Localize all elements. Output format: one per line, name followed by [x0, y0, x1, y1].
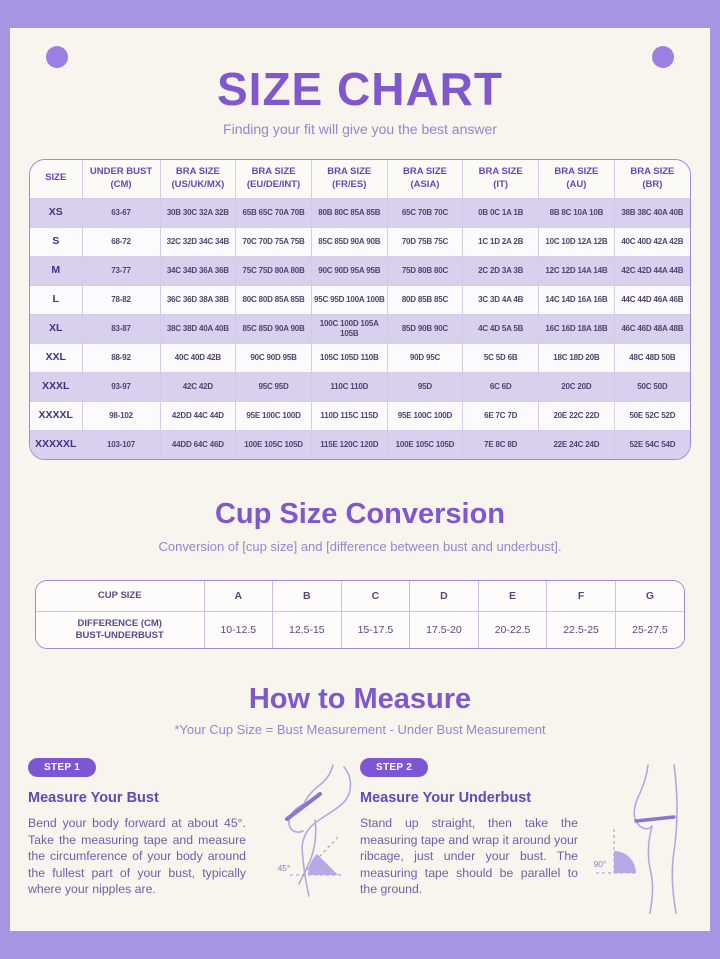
size-value-cell: 12C 12D 14A 14B [539, 256, 615, 285]
size-value-cell: 83-87 [82, 314, 160, 343]
step-2-text: Stand up straight, then take the measuring tape and wrap it around your ribcage, just under your bust. The measuring tape should be parallel to the ground. [360, 816, 578, 897]
size-table-row [30, 285, 690, 314]
cup-letter-cell: B [273, 581, 342, 611]
size-value-cell: 4C 4D 5A 5B [463, 314, 539, 343]
size-value-cell: 48C 48D 50B [614, 343, 690, 372]
measure-steps [10, 757, 710, 915]
angle-45-label: 45° [277, 863, 291, 874]
cup-size-table-container [35, 580, 685, 649]
cup-size-header-row [36, 581, 684, 611]
size-value-cell: 38C 38D 40A 40B [160, 314, 236, 343]
column-header: UNDER BUST (CM) [82, 160, 160, 198]
angle-wedge-icon [308, 854, 338, 875]
size-value-cell: 70C 70D 75A 75B [236, 227, 312, 256]
column-header: BRA SIZE (IT) [463, 160, 539, 198]
size-value-cell: 95C 95D [236, 372, 312, 401]
cup-section-title: Cup Size Conversion [214, 498, 506, 531]
size-value-cell: 6E 7C 7D [463, 401, 539, 430]
column-header: BRA SIZE (BR) [614, 160, 690, 198]
difference-value-cell: 12.5-15 [273, 611, 342, 648]
size-chart-table [30, 160, 690, 459]
cup-letter-cell: D [410, 581, 479, 611]
size-value-cell: 22E 24C 24D [539, 430, 615, 459]
size-table-row [30, 372, 690, 401]
size-label-cell: XXXXXL [30, 430, 82, 459]
measuring-tape-icon [287, 794, 320, 819]
step-1-block [28, 757, 360, 915]
measure-section-title: How to Measure [248, 683, 472, 716]
column-header: BRA SIZE (AU) [539, 160, 615, 198]
measuring-tape-icon [636, 817, 674, 821]
size-value-cell: 80C 80D 85A 85B [236, 285, 312, 314]
column-header: BRA SIZE (US/UK/MX) [160, 160, 236, 198]
size-value-cell: 10C 10D 12A 12B [539, 227, 615, 256]
size-value-cell: 0B 0C 1A 1B [463, 198, 539, 227]
step-2-badge: STEP 2 [360, 758, 428, 777]
size-chart-table-container [29, 159, 691, 460]
column-header: BRA SIZE (FR/ES) [311, 160, 387, 198]
cup-letter-cell: G [615, 581, 684, 611]
difference-value-cell: 10-12.5 [204, 611, 273, 648]
column-header: BRA SIZE (EU/DE/INT) [236, 160, 312, 198]
size-value-cell: 44C 44D 46A 46B [614, 285, 690, 314]
size-value-cell: 80B 80C 85A 85B [311, 198, 387, 227]
size-value-cell: 65C 70B 70C [387, 198, 463, 227]
size-value-cell: 2C 2D 3A 3B [463, 256, 539, 285]
size-table-row [30, 314, 690, 343]
step-1-badge: STEP 1 [28, 758, 96, 777]
size-value-cell: 95E 100C 100D [236, 401, 312, 430]
size-value-cell: 1C 1D 2A 2B [463, 227, 539, 256]
difference-label-cell: DIFFERENCE (CM) BUST-UNDERBUST [36, 611, 204, 648]
size-value-cell: 100C 100D 105A 105B [311, 314, 387, 343]
measure-section-subtitle: *Your Cup Size = Bust Measurement - Under Bust Measurement [174, 722, 546, 738]
size-label-cell: XS [30, 198, 82, 227]
step-2-heading: Measure Your Underbust [360, 790, 532, 807]
size-value-cell: 85C 85D 90A 90B [236, 314, 312, 343]
bust-measure-figure [256, 763, 364, 915]
size-value-cell: 36C 36D 38A 38B [160, 285, 236, 314]
size-value-cell: 80D 85B 85C [387, 285, 463, 314]
difference-value-cell: 15-17.5 [341, 611, 410, 648]
decor-dot-right-icon [652, 46, 674, 68]
size-value-cell: 90C 90D 95B [236, 343, 312, 372]
size-label-cell: L [30, 285, 82, 314]
decor-dot-left-icon [46, 46, 68, 68]
size-value-cell: 105C 105D 110B [311, 343, 387, 372]
size-table-row [30, 227, 690, 256]
size-value-cell: 42DD 44C 44D [160, 401, 236, 430]
size-value-cell: 93-97 [82, 372, 160, 401]
angle-wedge-icon [614, 851, 636, 873]
size-value-cell: 16C 16D 18A 18B [539, 314, 615, 343]
size-value-cell: 50E 52C 52D [614, 401, 690, 430]
page-subtitle: Finding your fit will give you the best answer [223, 121, 497, 137]
difference-value-cell: 25-27.5 [615, 611, 684, 648]
size-value-cell: 8B 8C 10A 10B [539, 198, 615, 227]
size-table-row [30, 401, 690, 430]
size-table-row [30, 430, 690, 459]
page-title: SIZE CHART [217, 63, 503, 115]
size-value-cell: 5C 5D 6B [463, 343, 539, 372]
size-value-cell: 46C 46D 48A 48B [614, 314, 690, 343]
underbust-measure-figure [588, 763, 696, 915]
size-label-cell: S [30, 227, 82, 256]
size-value-cell: 6C 6D [463, 372, 539, 401]
size-value-cell: 38B 38C 40A 40B [614, 198, 690, 227]
size-value-cell: 18C 18D 20B [539, 343, 615, 372]
size-value-cell: 98-102 [82, 401, 160, 430]
size-table-row [30, 256, 690, 285]
size-table-row [30, 198, 690, 227]
size-value-cell: 100E 105C 105D [387, 430, 463, 459]
size-value-cell: 50C 50D [614, 372, 690, 401]
size-value-cell: 44DD 64C 46D [160, 430, 236, 459]
cup-letter-cell: F [547, 581, 616, 611]
size-value-cell: 32C 32D 34C 34B [160, 227, 236, 256]
size-value-cell: 3C 3D 4A 4B [463, 285, 539, 314]
step-1-text: Bend your body forward at about 45°. Take the measuring tape and measure the circumference of your body around the fullest part of your bust, typically where your nipples are. [28, 816, 246, 897]
size-value-cell: 95C 95D 100A 100B [311, 285, 387, 314]
size-value-cell: 90C 90D 95A 95B [311, 256, 387, 285]
size-value-cell: 7E 8C 8D [463, 430, 539, 459]
size-value-cell: 70D 75B 75C [387, 227, 463, 256]
size-value-cell: 85D 90B 90C [387, 314, 463, 343]
size-value-cell: 30B 30C 32A 32B [160, 198, 236, 227]
cup-letter-cell: A [204, 581, 273, 611]
size-value-cell: 34C 34D 36A 36B [160, 256, 236, 285]
size-value-cell: 68-72 [82, 227, 160, 256]
size-value-cell: 63-67 [82, 198, 160, 227]
size-value-cell: 110D 115C 115D [311, 401, 387, 430]
size-value-cell: 88-92 [82, 343, 160, 372]
size-value-cell: 40C 40D 42B [160, 343, 236, 372]
cup-section-subtitle: Conversion of [cup size] and [difference between bust and underbust]. [158, 539, 562, 555]
size-value-cell: 103-107 [82, 430, 160, 459]
difference-value-cell: 17.5-20 [410, 611, 479, 648]
size-label-cell: XXL [30, 343, 82, 372]
cup-letter-cell: E [478, 581, 547, 611]
size-value-cell: 65B 65C 70A 70B [236, 198, 312, 227]
size-value-cell: 78-82 [82, 285, 160, 314]
size-value-cell: 90D 95C [387, 343, 463, 372]
angle-90-label: 90° [593, 859, 607, 870]
size-value-cell: 52E 54C 54D [614, 430, 690, 459]
size-value-cell: 20C 20D [539, 372, 615, 401]
difference-value-cell: 20-22.5 [478, 611, 547, 648]
cup-letter-cell: C [341, 581, 410, 611]
size-table-row [30, 343, 690, 372]
size-value-cell: 115E 120C 120D [311, 430, 387, 459]
step-1-heading: Measure Your Bust [28, 790, 159, 807]
size-label-cell: XL [30, 314, 82, 343]
cup-size-table [36, 581, 684, 648]
size-value-cell: 100E 105C 105D [236, 430, 312, 459]
size-table-header-row [30, 160, 690, 198]
size-label-cell: XXXL [30, 372, 82, 401]
size-value-cell: 40C 40D 42A 42B [614, 227, 690, 256]
step-2-block [360, 757, 692, 915]
size-value-cell: 73-77 [82, 256, 160, 285]
size-value-cell: 95E 100C 100D [387, 401, 463, 430]
size-value-cell: 95D [387, 372, 463, 401]
size-value-cell: 85C 85D 90A 90B [311, 227, 387, 256]
size-value-cell: 42C 42D [160, 372, 236, 401]
size-value-cell: 14C 14D 16A 16B [539, 285, 615, 314]
difference-value-cell: 22.5-25 [547, 611, 616, 648]
size-label-cell: XXXXL [30, 401, 82, 430]
size-value-cell: 20E 22C 22D [539, 401, 615, 430]
cup-size-diff-row [36, 611, 684, 648]
size-value-cell: 110C 110D [311, 372, 387, 401]
size-value-cell: 42C 42D 44A 44B [614, 256, 690, 285]
column-header: BRA SIZE (ASIA) [387, 160, 463, 198]
size-value-cell: 75C 75D 80A 80B [236, 256, 312, 285]
cup-size-label-cell: CUP SIZE [36, 581, 204, 611]
column-header: SIZE [30, 160, 82, 198]
size-value-cell: 75D 80B 80C [387, 256, 463, 285]
size-label-cell: M [30, 256, 82, 285]
size-chart-page [10, 28, 710, 931]
